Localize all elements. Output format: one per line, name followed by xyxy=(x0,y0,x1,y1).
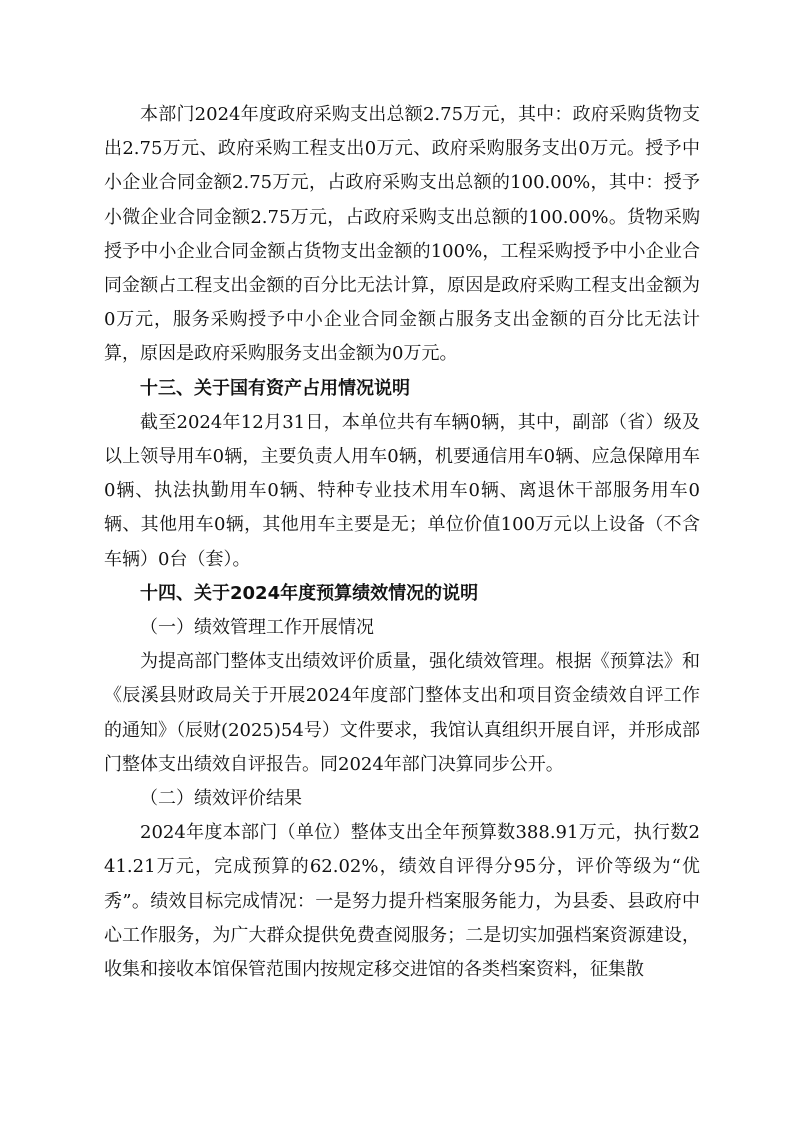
paragraph-procurement: 本部门2024年度政府采购支出总额2.75万元，其中：政府采购货物支出2.75万元、政府采购工程支出0万元、政府采购服务支出0万元。授予中小企业合同金额2.75万元，占政府采购支出总额的100.00%，其中：授予小微企业合同金额2.75万元，占政府采购支出总额的100.00%。货物采购授予中小企业合同金额占货物支出金额的100%，工程采购授予中小企业合同金额占工程支出金额的百分比无法计算，原因是政府采购工程支出金额为0万元，服务采购授予中小企业合同金额占服务支出金额的百分比无法计算，原因是政府采购服务支出金额为0万元。 xyxy=(104,104,700,365)
subheading-evaluation-result: （二）绩效评价结果 xyxy=(140,788,302,810)
paragraph-assets: 截至2024年12月31日，本单位共有车辆0辆，其中，副部（省）级及以上领导用车0辆，主要负责人用车0辆，机要通信用车0辆、应急保障用车0辆、执法执勤用车0辆、特种专业技术用车0辆、离退休干部服务用车0辆、其他用车0辆，其他用车主要是无；单位价值100万元以上设备（不含车辆）0台（套）。 xyxy=(104,411,700,570)
paragraph-evaluation-result: 2024年度本部门（单位）整体支出全年预算数388.91万元，执行数241.21万元，完成预算的62.02%，绩效自评得分95分，评价等级为“优秀”。绩效目标完成情况：一是努力提升档案服务能力，为县委、县政府中心工作服务，为广大群众提供免费查阅服务；二是切实加强档案资源建设，收集和接收本馆保管范围内按规定移交进馆的各类档案资料，征集散 xyxy=(104,822,700,981)
subheading-performance-management: （一）绩效管理工作开展情况 xyxy=(140,617,374,639)
heading-performance: 十四、关于2024年度预算绩效情况的说明 xyxy=(140,582,479,604)
paragraph-performance-management: 为提高部门整体支出绩效评价质量，强化绩效管理。根据《预算法》和《辰溪县财政局关于开展2024年度部门整体支出和项目资金绩效自评工作的通知》（辰财(2025)54号）文件要求，我馆认真组织开展自评，并形成部门整体支出绩效自评报告。同2024年部门决算同步公开。 xyxy=(104,651,700,775)
heading-state-assets: 十三、关于国有资产占用情况说明 xyxy=(140,377,410,399)
document-page xyxy=(104,98,700,987)
